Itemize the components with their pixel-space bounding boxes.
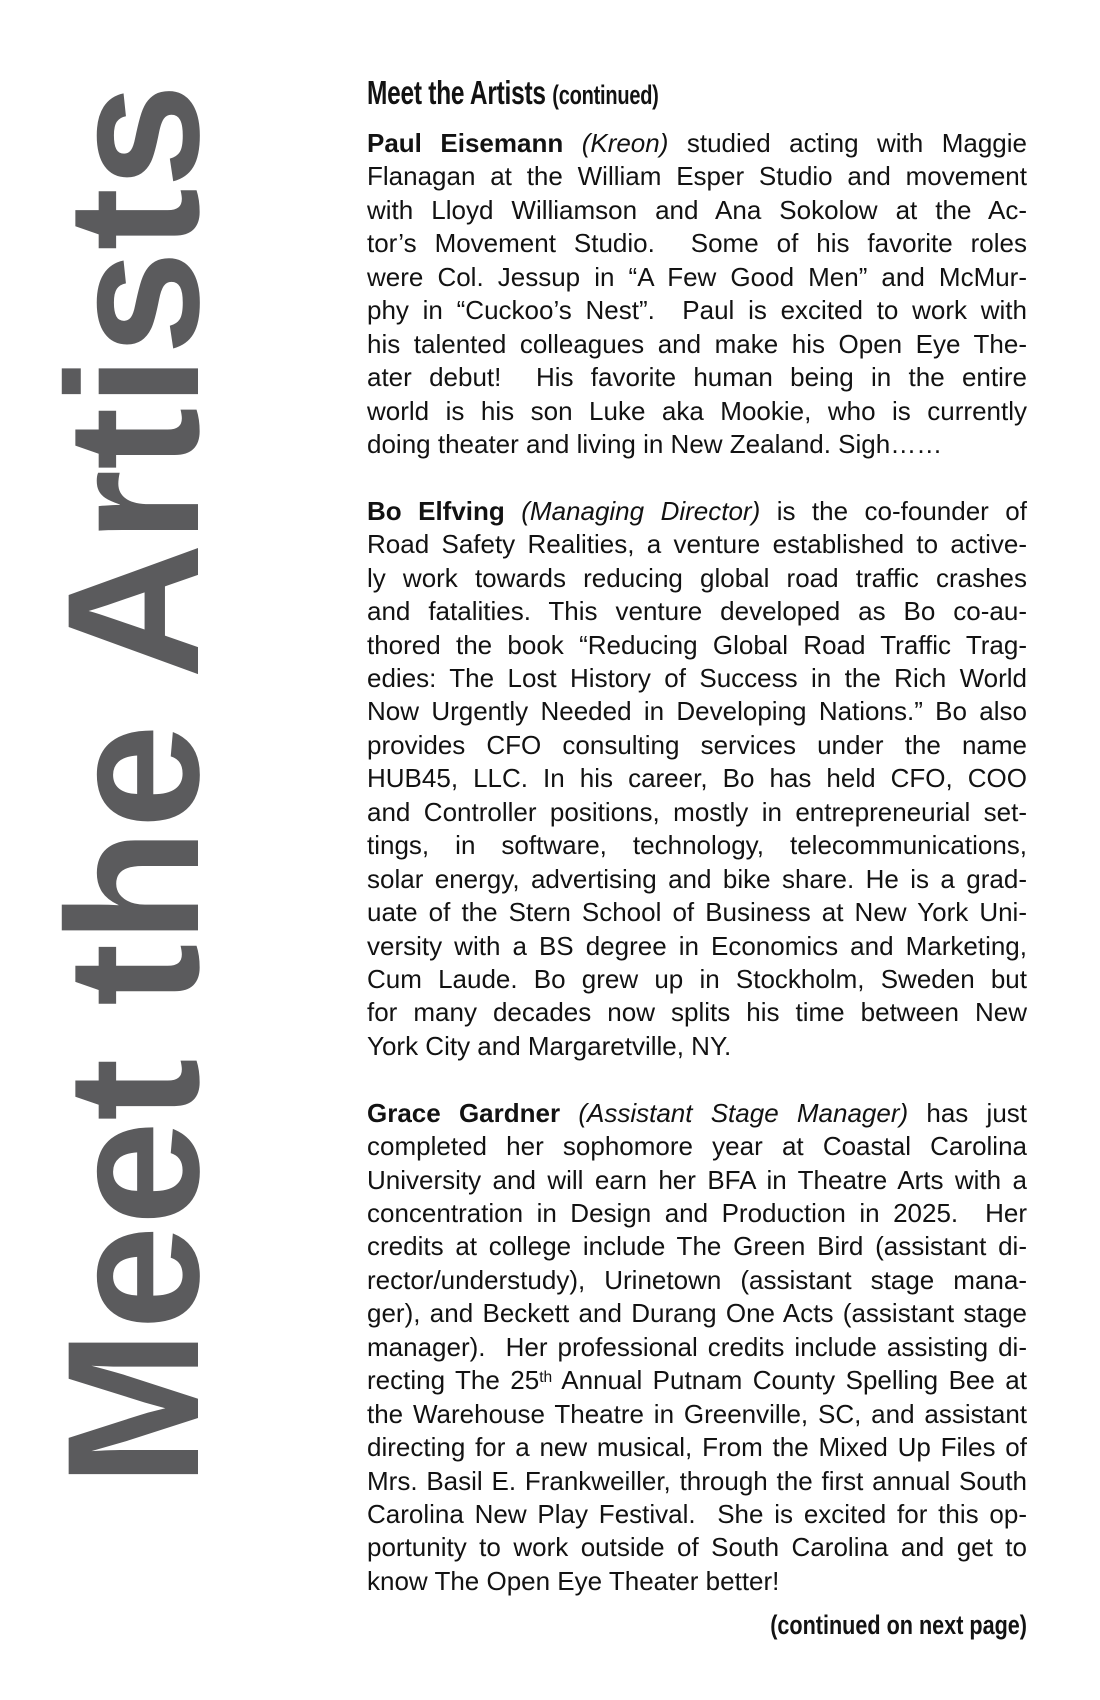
bio-text: world is his son Luke aka Mookie, who is currently: [367, 395, 1027, 426]
bio-line: [367, 662, 1027, 695]
bio-text: rector/understudy), Urinetown (assistant stage mana-: [367, 1264, 1027, 1295]
bio-line: [367, 1498, 1027, 1531]
bio-line: [367, 863, 1027, 896]
bio-line: [367, 595, 1027, 628]
page-title: [367, 76, 855, 112]
artist-name: Bo Elfving: [367, 495, 522, 526]
bio-line: [367, 729, 1027, 762]
bio-line: [367, 762, 1027, 795]
bio-paragraph: [367, 495, 1027, 1063]
bio-line: [367, 1531, 1027, 1564]
bio-text: ly work towards reducing global road traffic crashes: [367, 562, 1027, 593]
bio-line: [367, 629, 1027, 662]
continued-note: (continued on next page): [770, 1610, 1027, 1641]
bio-line: [367, 294, 1027, 327]
artist-role: (Kreon): [581, 128, 669, 158]
bio-text: doing theater and living in New Zealand. Sigh……: [367, 428, 943, 459]
bio-line: [367, 1398, 1027, 1431]
bio-line: [367, 1197, 1027, 1230]
bio-text: were Col. Jessup in “A Few Good Men” and McMur-: [367, 261, 1027, 292]
artist-role: (Assistant Stage Manager): [578, 1097, 909, 1128]
bio-text: his talented colleagues and make his Open Eye The-: [367, 328, 1027, 359]
vertical-banner-text: Meet the Artists: [28, 83, 238, 1487]
bio-text: completed her sophomore year at Coastal Carolina: [367, 1131, 1027, 1162]
bio-text: Mrs. Basil E. Frankweiller, through the first annual South: [367, 1465, 1027, 1496]
bio-text: solar energy, advertising and bike share. He is a grad-: [367, 863, 1027, 894]
bio-text: uate of the Stern School of Business at New York Uni-: [367, 897, 1027, 928]
bio-text: portunity to work outside of South Carolina and get to: [367, 1532, 1027, 1563]
bio-text: versity with a BS degree in Economics and Marketing,: [367, 930, 1027, 961]
bio-line: [367, 1097, 1027, 1130]
bio-line: [367, 428, 1027, 461]
bio-line: [367, 1331, 1027, 1364]
bio-text: Carolina New Play Festival. She is excited for this op-: [367, 1498, 1027, 1529]
bio-line: [367, 528, 1027, 561]
bio-paragraph: [367, 1097, 1027, 1599]
bio-line: [367, 695, 1027, 728]
bio-text: tings, in software, technology, telecommunications,: [367, 830, 1027, 861]
bio-text: thored the book “Reducing Global Road Traffic Trag-: [367, 629, 1027, 660]
bio-text: ger), and Beckett and Durang One Acts (assistant stage: [367, 1298, 1027, 1329]
bio-text: Cum Laude. Bo grew up in Stockholm, Sweden but: [367, 963, 1027, 994]
artist-name: Grace Gardner: [367, 1097, 579, 1128]
bio-text: and Controller positions, mostly in entrepreneurial set-: [367, 796, 1027, 827]
bio-text: HUB45, LLC. In his career, Bo has held CFO, COO: [367, 763, 1027, 794]
bio-text: ater debut! His favorite human being in the entire: [367, 362, 1027, 393]
superscript: th: [539, 1369, 553, 1387]
bio-text: Annual Putnam County Spelling Bee at: [552, 1365, 1027, 1396]
bio-line: [367, 1230, 1027, 1263]
bio-line: [367, 1431, 1027, 1464]
bio-text: Road Safety Realities, a venture established to active-: [367, 529, 1027, 560]
artist-role: (Managing Director): [521, 495, 761, 526]
bio-line: [367, 1565, 1027, 1598]
bio-text: studied acting with Maggie: [668, 128, 1027, 158]
bio-line: [367, 996, 1027, 1029]
bio-line: [367, 495, 1027, 528]
bio-text: know The Open Eye Theater better!: [367, 1565, 780, 1596]
bio-line: [367, 1030, 1027, 1063]
main-column: [367, 70, 1027, 1642]
bio-text: and fatalities. This venture developed as Bo co-au-: [367, 596, 1027, 627]
bio-line: [367, 963, 1027, 996]
bio-line: [367, 395, 1027, 428]
bio-line: [367, 1364, 1027, 1397]
bio-text: directing for a new musical, From the Mixed Up Files of: [367, 1432, 1027, 1463]
bio-text: for many decades now splits his time between New: [367, 997, 1027, 1028]
bio-text: University and will earn her BFA in Theatre Arts with a: [367, 1164, 1027, 1195]
bio-line: [367, 1264, 1027, 1297]
bio-line: [367, 796, 1027, 829]
bio-text: phy in “Cuckoo’s Nest”. Paul is excited to work with: [367, 295, 1027, 326]
bio-line: [367, 930, 1027, 963]
bio-text: York City and Margaretville, NY.: [367, 1030, 732, 1061]
bio-text: Now Urgently Needed in Developing Nations.” Bo also: [367, 696, 1027, 727]
bio-text: the Warehouse Theatre in Greenville, SC, and assistant: [367, 1398, 1027, 1429]
bio-text: credits at college include The Green Bird (assistant di-: [367, 1231, 1027, 1262]
bio-text: is the co-founder of: [760, 495, 1027, 526]
bio-line: [367, 1130, 1027, 1163]
bio-paragraph: [367, 127, 1027, 461]
bio-line: [367, 562, 1027, 595]
bio-text: manager). Her professional credits include assisting di-: [367, 1331, 1027, 1362]
bio-text: provides CFO consulting services under the name: [367, 729, 1027, 760]
bio-text: concentration in Design and Production in 2025. Her: [367, 1198, 1027, 1228]
page-title-suffix: (continued): [552, 80, 659, 110]
bio-text: edies: The Lost History of Success in the Rich World: [367, 663, 1027, 693]
bio-line: [367, 261, 1027, 294]
bio-text: with Lloyd Williamson and Ana Sokolow at the Ac-: [367, 194, 1027, 225]
bio-text: tor’s Movement Studio. Some of his favorite roles: [367, 228, 1027, 259]
bio-line: [367, 160, 1027, 193]
bio-line: [367, 1164, 1027, 1197]
bio-text: has just: [908, 1097, 1027, 1128]
artist-bios: [367, 127, 1027, 1598]
bio-line: [367, 227, 1027, 260]
bio-text: recting The 25: [367, 1365, 540, 1396]
bio-line: [367, 896, 1027, 929]
bio-line: [367, 1465, 1027, 1498]
bio-line: [367, 1297, 1027, 1330]
bio-line: [367, 194, 1027, 227]
bio-line: [367, 328, 1027, 361]
bio-line: [367, 127, 1027, 160]
bio-line: [367, 829, 1027, 862]
artist-name: Paul Eisemann: [367, 128, 582, 158]
bio-text: Flanagan at the William Esper Studio and movement: [367, 161, 1027, 192]
page-title-main: Meet the Artists: [367, 74, 546, 111]
bio-line: [367, 361, 1027, 394]
